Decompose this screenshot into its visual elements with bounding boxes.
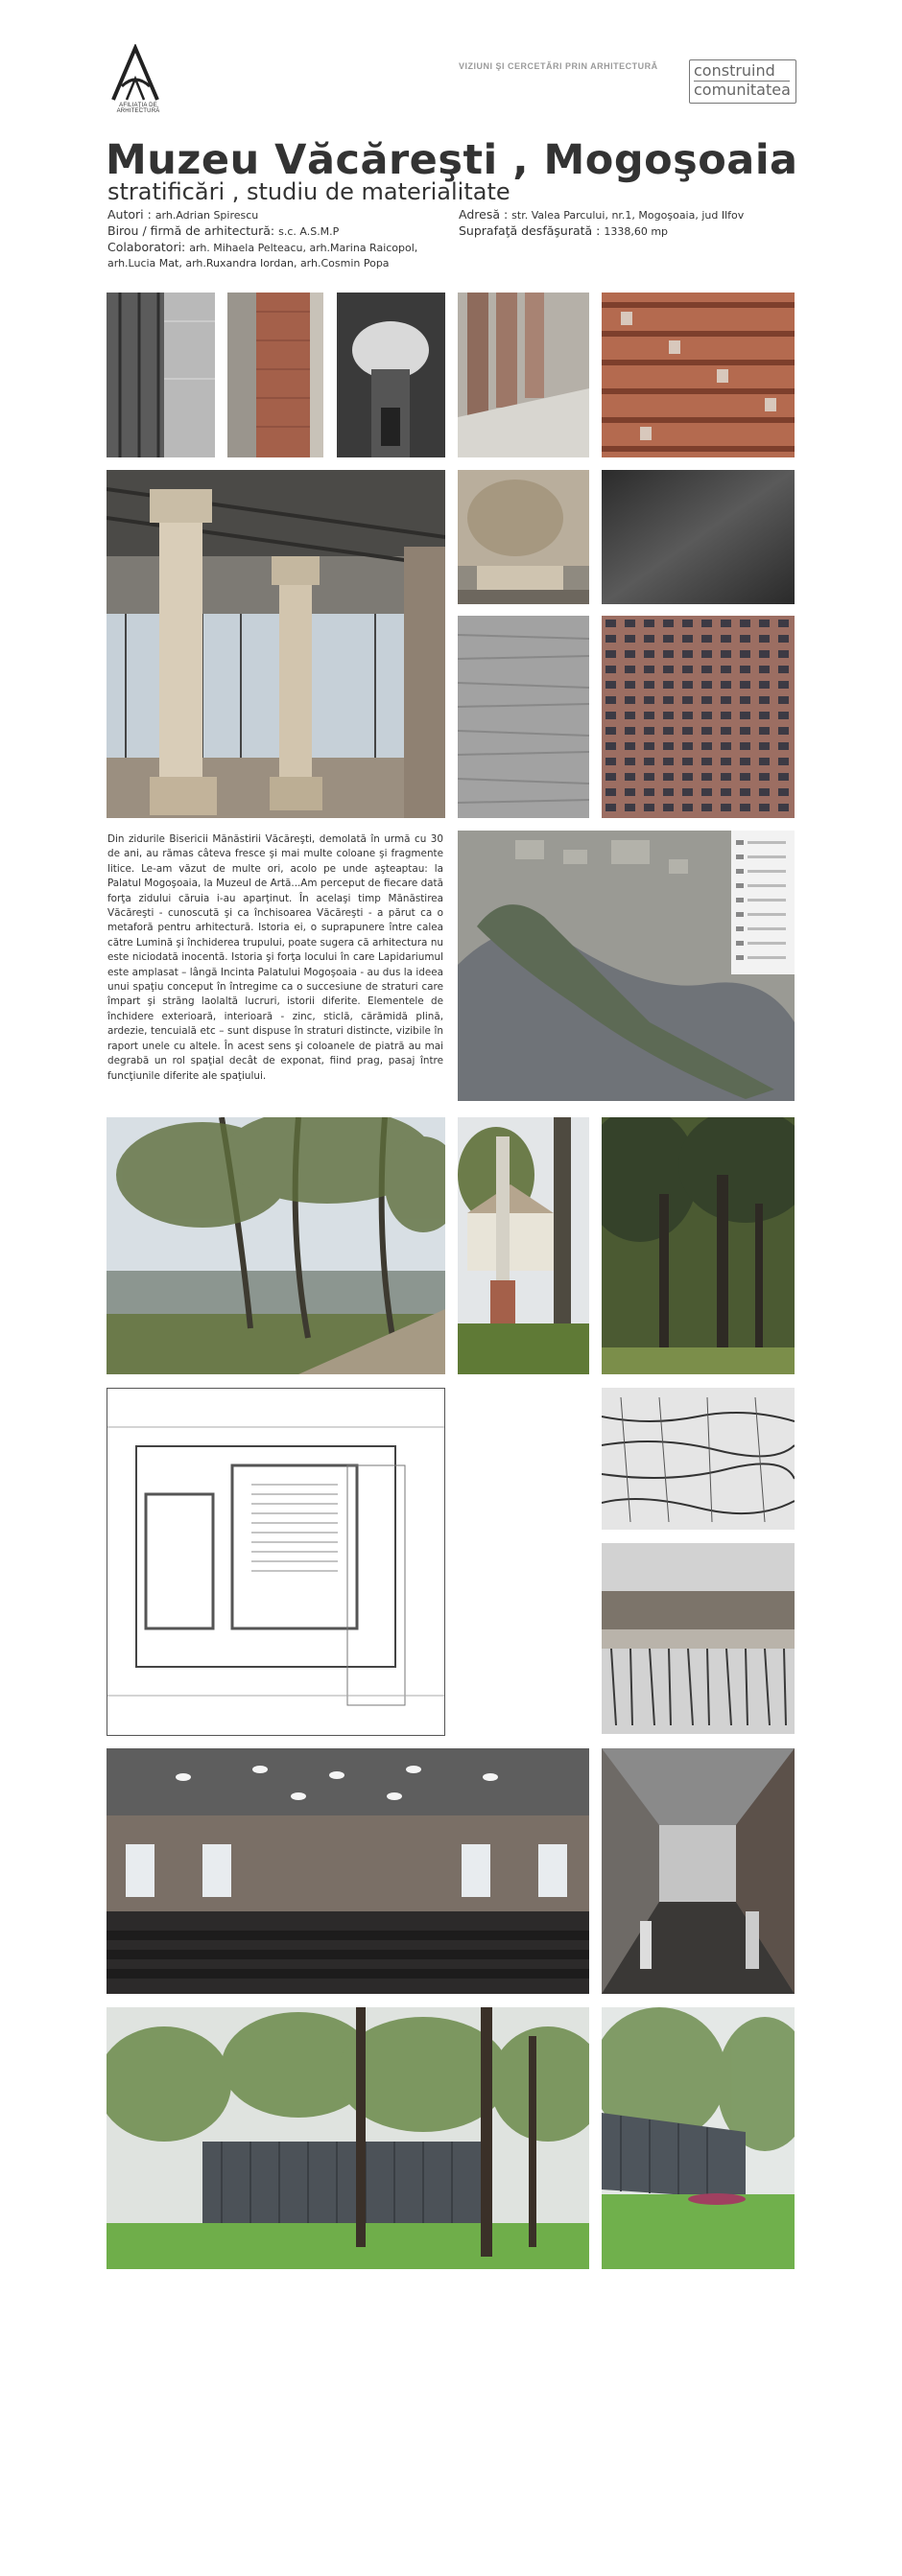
facade-glass-photo (107, 293, 215, 457)
partner-logo-line-2: comunitatea (694, 81, 791, 99)
brick-pattern-photo (602, 293, 795, 457)
site-aerial-map (458, 831, 795, 1101)
logo-caption: AFILIAŢIA DE ARHITECTURĂ (116, 103, 160, 114)
floor-plan-drawing (107, 1388, 445, 1736)
page-title: Muzeu Văcăreşti , Mogoşoaia (106, 136, 798, 184)
brick-columns-photo (458, 293, 589, 457)
stone-strata-sketch (602, 1388, 795, 1530)
authors-value: arh.Adrian Spirescu (154, 209, 259, 222)
area-label: Suprafaţă desfăşurată : (459, 223, 601, 238)
collab-value-1: arh. Mihaela Pelteacu, arh.Marina Raicopol, (189, 242, 418, 254)
lake-garden-photo (107, 1117, 445, 1374)
column-ruin-photo (458, 1117, 589, 1374)
area-value: 1338,60 mp (604, 225, 669, 238)
office-label: Birou / firmă de arhitectură: (107, 223, 275, 238)
address-block (459, 207, 804, 240)
exterior-park-render (107, 2007, 589, 2269)
material-collage-sketch (602, 1543, 795, 1734)
project-description: Din zidurile Bisericii Mănăstirii Văcăreşti, demolată în urmă cu 30 de ani, au rămas câteva fresce şi mai multe coloane şi fragmente litice. Le-am văzut de multe ori, acolo pe unde aşteaptau: la Palatul Mogoşoaia, la Muzeul de Artă...Am perceput de fiecare dată forţa zidului căruia i-au aparţinut. În acelaşi timp Mănăstirea Văcăreşti - cunoscută şi ca închisoarea Văcăreşti - a părut ca o metaforă pentru arhitectură. Istoria ei, o suprapunere între calea către Lumină şi închiderea trupului, poate sugera că arhitectura nu este niciodată inocentă. Istoria şi forţa locului în care Lapidariumul este amplasat – lângă Incinta Palatului Mogoşoaia - au dus la ideea unui spaţiu conceput în întregime ca o succesiune de straturi care împart şi străng laolaltă lucruri, istorii diferite. Elementele de închidere exterioară, interioară - zinc, sticlă, cărămidă plină, ardezie, tencuială etc – sunt dispuse în straturi distincte, vizibile în raport unele cu altele. În acest sens şi coloanele de piatră au mai degrabă un rol spaţial decât de exponat, fiind prag, pasaj între funcţiunile diferite ale spaţiului. (107, 833, 443, 1082)
gallery-corridor-render (602, 1748, 795, 1994)
partner-logo (689, 59, 796, 104)
authors-label: Autori (107, 207, 144, 222)
auditorium-render (107, 1748, 589, 1994)
forest-trees-photo (602, 1117, 795, 1374)
brick-wall-photo (227, 293, 323, 457)
collab-value-2: arh.Lucia Mat, arh.Ruxandra Iordan, arh.Cosmin Popa (107, 257, 390, 269)
zinc-texture-photo (458, 616, 589, 818)
collab-label: Colaboratori: (107, 240, 186, 254)
column-capital-photo (458, 470, 589, 604)
stone-columns-interior-photo (107, 470, 445, 818)
office-value: s.c. A.S.M.P (278, 225, 340, 238)
address-value: str. Valea Parcului, nr.1, Mogoşoaia, jud Ilfov (511, 209, 745, 222)
address-label: Adresă : (459, 207, 509, 222)
courtyard-light-photo (337, 293, 445, 457)
page-subtitle: stratificări , studiu de materialitate (107, 178, 510, 205)
partner-logo-line-1: construind (694, 61, 775, 80)
architecture-logo-icon (106, 44, 165, 104)
slate-texture-photo (602, 470, 795, 604)
tagline: VIZIUNI ŞI CERCETĂRI PRIN ARHITECTURĂ (459, 61, 658, 71)
credits-block: Autori : arh.Adrian Spirescu Birou / firmă de arhitectură: s.c. A.S.M.P Colaboratori: arh. Mihaela Pelteacu, arh.Marina Raicopol, arh.Lucia Mat, arh.Ruxandra Iordan, arh.Cosmin Popa (107, 207, 453, 271)
exterior-corner-render (602, 2007, 795, 2269)
perforated-brick-photo (602, 616, 795, 818)
